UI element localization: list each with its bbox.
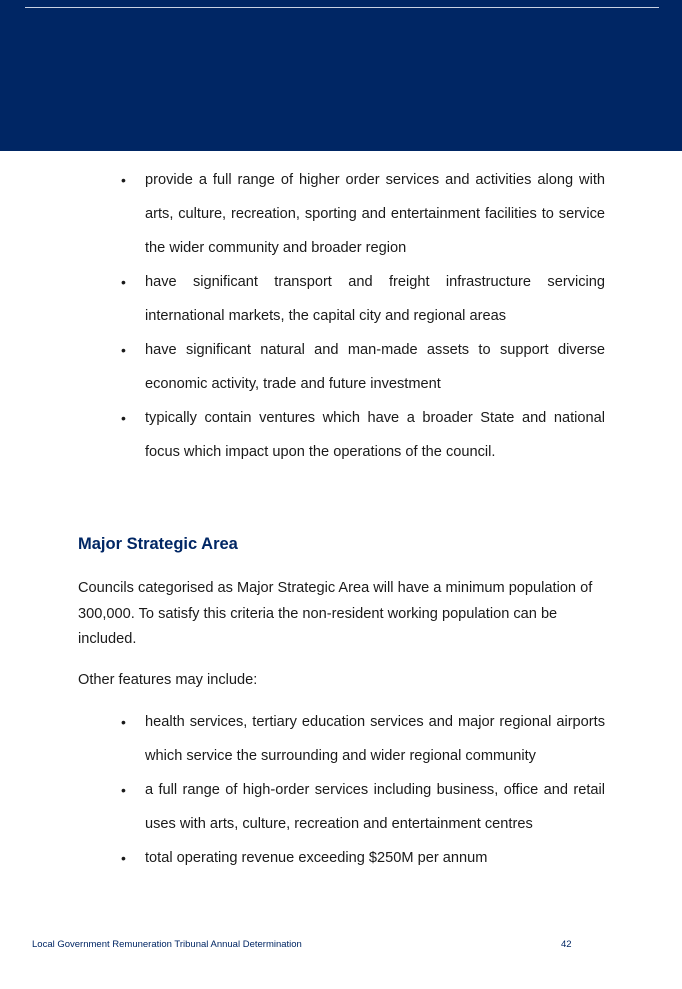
bullet-icon: • bbox=[121, 410, 126, 426]
list-item bbox=[121, 773, 605, 841]
section-paragraph: Councils categorised as Major Strategic Area will have a minimum population of 300,000. To satisfy this criteria the non-resident working population can be included. bbox=[78, 580, 593, 647]
section-paragraph-intro: Other features may include: bbox=[78, 672, 258, 688]
bullet-icon: • bbox=[121, 274, 126, 290]
list-item bbox=[121, 163, 605, 265]
bullet-icon: • bbox=[121, 342, 126, 358]
bullet-icon: • bbox=[121, 782, 126, 798]
bullet-icon: • bbox=[121, 714, 126, 730]
footer-title: Local Government Remuneration Tribunal Annual Determination bbox=[32, 939, 302, 950]
page-number: 42 bbox=[561, 939, 572, 950]
bullet-icon: • bbox=[121, 172, 126, 188]
list-item bbox=[121, 401, 605, 469]
list-item bbox=[121, 333, 605, 401]
bullet-icon: • bbox=[121, 850, 126, 866]
list-item bbox=[121, 265, 605, 333]
section-title: Major Strategic Area bbox=[78, 535, 238, 553]
list-item-text: health services, tertiary education services and major regional airports which service the surrounding and wider regional community bbox=[145, 714, 605, 764]
feature-bullet-list bbox=[121, 705, 605, 875]
intro-bullet-list bbox=[121, 163, 605, 469]
list-item bbox=[121, 841, 605, 875]
list-item-text: have significant transport and freight infrastructure servicing international markets, the capital city and regional areas bbox=[145, 274, 605, 324]
list-item-text: a full range of high-order services including business, office and retail uses with arts, culture, recreation and entertainment centres bbox=[145, 782, 605, 832]
list-item-text: provide a full range of higher order services and activities along with arts, culture, recreation, sporting and entertainment facilities to service the wider community and broader region bbox=[145, 172, 605, 256]
list-item bbox=[121, 705, 605, 773]
header-band bbox=[0, 0, 682, 151]
header-rule bbox=[25, 7, 659, 8]
list-item-text: have significant natural and man-made assets to support diverse economic activity, trade and future investment bbox=[145, 342, 605, 392]
list-item-text: total operating revenue exceeding $250M per annum bbox=[145, 850, 488, 866]
list-item-text: typically contain ventures which have a broader State and national focus which impact upon the operations of the council. bbox=[145, 410, 605, 460]
